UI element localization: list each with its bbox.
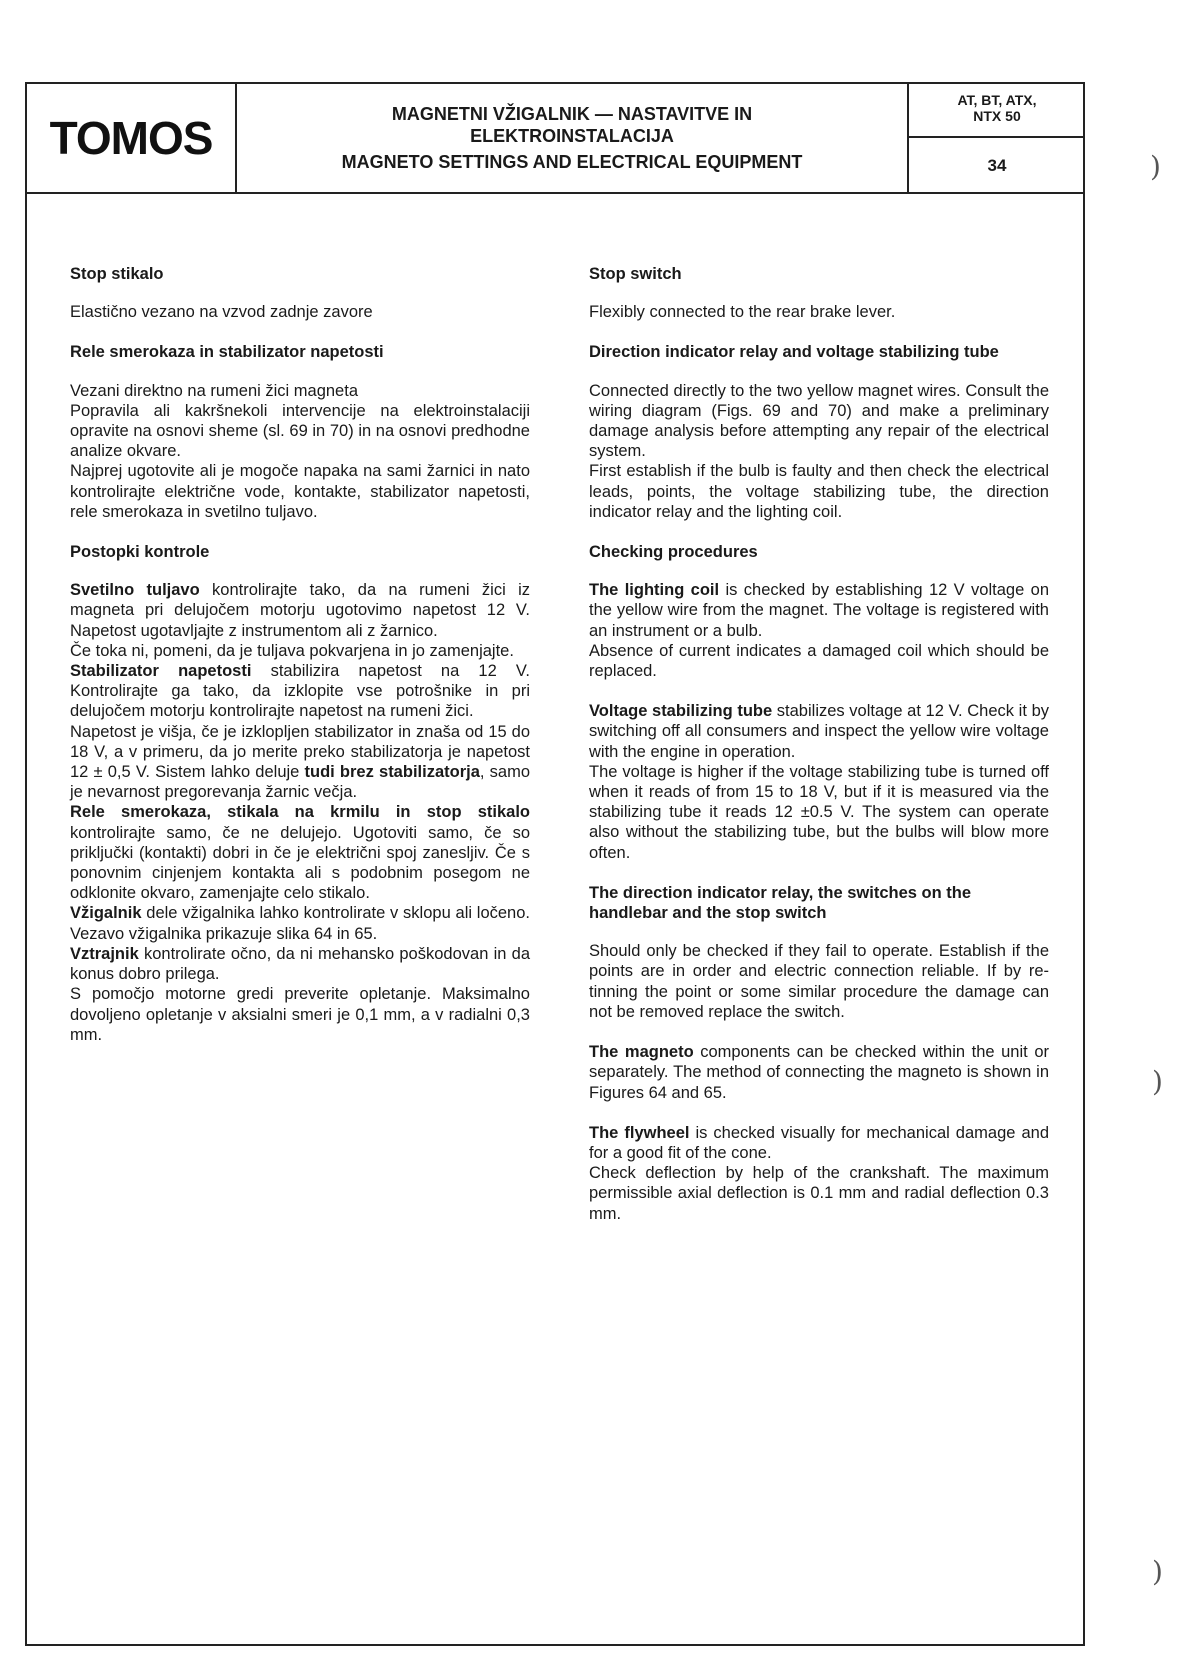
bold-term: The magneto	[589, 1043, 694, 1062]
paragraph: Elastično vezano na vzvod zadnje zavore	[70, 303, 373, 322]
paragraph: Flexibly connected to the rear brake lever.	[589, 303, 896, 322]
paragraph	[70, 722, 530, 803]
paragraph	[70, 903, 530, 943]
header	[27, 84, 1083, 194]
page-number: 34	[987, 156, 1007, 175]
text: dele vžigalnika lahko kontrolirate v sklopu ali ločeno. Vezavo vžigalnika prikazuje slika 64 in 65.	[70, 904, 530, 943]
heading-stop-switch: Stop switch	[589, 265, 682, 283]
slovenian-column	[70, 264, 530, 1065]
text: kontrolirajte tako, da na rumeni žici iz magneta pri delujočem motorju ugotovimo napetost 12 V. Napetost ugotavljajte z instrumentom ali z žarnico.	[70, 581, 531, 640]
divider	[909, 136, 1085, 138]
paragraph	[589, 701, 1049, 762]
heading-postopki-kontrole: Postopki kontrole	[70, 543, 210, 562]
models	[909, 92, 1085, 124]
text: is checked by establishing 12 V voltage on the yellow wire from the magnet. The voltage is registered with an instrument or a bulb.	[589, 581, 1049, 640]
paragraph: Če toka ni, pomeni, da je tuljava pokvarjena in jo zamenjajte.	[70, 641, 514, 660]
text: Napetost je višja, če je izklopljen stabilizator in znaša od 15 do 18 V, a v primeru, da jo merite preko stabilizatorja je napetost 12 ± 0,5 V. Sistem lahko deluje	[70, 722, 530, 782]
paragraph: Absence of current indicates a damaged coil which should be replaced.	[589, 641, 1049, 681]
bold-term: Vžigalnik	[70, 904, 142, 923]
document-title	[237, 84, 907, 192]
text: , samo je nevarnost pregorevanja žarnic večja.	[70, 763, 530, 802]
model-code-cell	[907, 84, 1085, 192]
paragraph: Vezani direktno na rumeni žici magneta	[70, 381, 358, 400]
paragraph	[589, 1123, 1049, 1163]
paragraph	[70, 802, 530, 903]
bold-term: Svetilno tuljavo	[70, 581, 200, 600]
logo: TOMOS	[49, 112, 213, 164]
paragraph	[70, 661, 530, 722]
binder-mark: )	[1152, 1065, 1163, 1098]
title-line-2: ELEKTROINSTALACIJA	[470, 126, 674, 146]
bold-term: The flywheel	[589, 1123, 690, 1142]
title-line-1: MAGNETNI VŽIGALNIK — NASTAVITVE IN	[391, 104, 753, 124]
bold-term: Rele smerokaza, stikala na krmilu in stop stikalo	[70, 803, 530, 822]
bold-term: Vztrajnik	[70, 944, 139, 963]
heading-relay: Direction indicator relay and voltage stabilizing tube	[589, 343, 999, 362]
binder-mark: )	[1152, 1555, 1163, 1588]
paragraph	[70, 944, 530, 984]
text: is checked visually for mechanical damage and for a good fit of the cone.	[589, 1123, 1049, 1162]
paragraph	[589, 580, 1049, 641]
text: stabilizira napetost na 12 V. Kontrolirajte ga tako, da izklopite vse potrošnike in pri delujočem motorju kontrolirajte napetost na rumeni žici.	[70, 662, 530, 721]
bold-term: Stabilizator napetosti	[70, 662, 252, 681]
text: kontrolirate očno, da ni mehansko poškodovan in da konus dobro prilega.	[70, 944, 530, 984]
paragraph: Check deflection by help of the crankshaft. The maximum permissible axial deflection is 0.1 mm and radial deflection 0.3 mm.	[589, 1164, 1049, 1223]
models-line-1: AT, BT, ATX,	[957, 92, 1037, 108]
paragraph: Najprej ugotovite ali je mogoče napaka na sami žarnici in nato kontrolirajte električne vode, kontakte, stabilizator napetosti, rele smerokaza in svetilno tuljavo.	[70, 462, 530, 521]
english-column	[589, 264, 1049, 1244]
binder-mark: )	[1150, 150, 1161, 183]
paragraph: Popravila ali kakršnekoli intervencije na elektroinstalaciji opravite na osnovi sheme (sl. 69 in 70) in na osnovi predhodne analize okvare.	[70, 401, 530, 461]
heading-checking-procedures: Checking procedures	[589, 543, 758, 562]
bold-term: The lighting coil	[589, 581, 720, 600]
text: components can be checked within the unit or separately. The method of connecting the magneto is shown in Figures 64 and 65.	[589, 1043, 1049, 1102]
heading-rele: Rele smerokaza in stabilizator napetosti	[70, 343, 384, 362]
paragraph: S pomočjo motorne gredi preverite opletanje. Maksimalno dovoljeno opletanje v aksialni smeri je 0,1 mm, a v radialni 0,3 mm.	[70, 985, 530, 1044]
logo-cell	[27, 84, 237, 192]
paragraph: Connected directly to the two yellow magnet wires. Consult the wiring diagram (Figs. 69 and 70) and make a preliminary damage analysis before attempting any repair of the electrical system.	[589, 381, 1049, 461]
text: stabilizes voltage at 12 V. Check it by switching off all consumers and inspect the yellow wire voltage with the engine in operation.	[589, 702, 1049, 761]
title-line-3: MAGNETO SETTINGS AND ELECTRICAL EQUIPMENT	[341, 152, 803, 172]
paragraph: The voltage is higher if the voltage stabilizing tube is turned off when it reads of from 15 to 18 V, but if it is measured via the stabilizing tube it reads 12 ±0.5 V. The system can operate also without the stabilizing tube, but the bulbs will blow more often.	[589, 762, 1049, 862]
models-line-2: NTX 50	[973, 108, 1021, 124]
page-frame	[25, 82, 1085, 1646]
bold-term: Voltage stabilizing tube	[589, 702, 773, 721]
paragraph: First establish if the bulb is faulty and then check the electrical leads, points, the voltage stabilizing tube, the direction indicator relay and the lighting coil.	[589, 462, 1049, 521]
heading-stop-stikalo: Stop stikalo	[70, 265, 164, 283]
heading-direction-indicator: The direction indicator relay, the switches on the handlebar and the stop switch	[589, 883, 972, 923]
bold-term: tudi brez stabilizatorja	[304, 763, 480, 782]
paragraph	[70, 580, 530, 641]
paragraph	[589, 1042, 1049, 1103]
paragraph: Should only be checked if they fail to operate. Establish if the points are in order and electric connection reliable. If by re-tinning the point or some similar procedure the damage can not be removed replace the switch.	[589, 942, 1049, 1021]
text: kontrolirajte samo, če ne delujejo. Ugotoviti samo, če so priključki (kontakti) dobri in če je električni spoj zanesljiv. Če s ponovnim cinjenjem kontakta ali s podobnim posegom ne odklonite okvaro, zamenjajte celo stikalo.	[70, 823, 530, 903]
